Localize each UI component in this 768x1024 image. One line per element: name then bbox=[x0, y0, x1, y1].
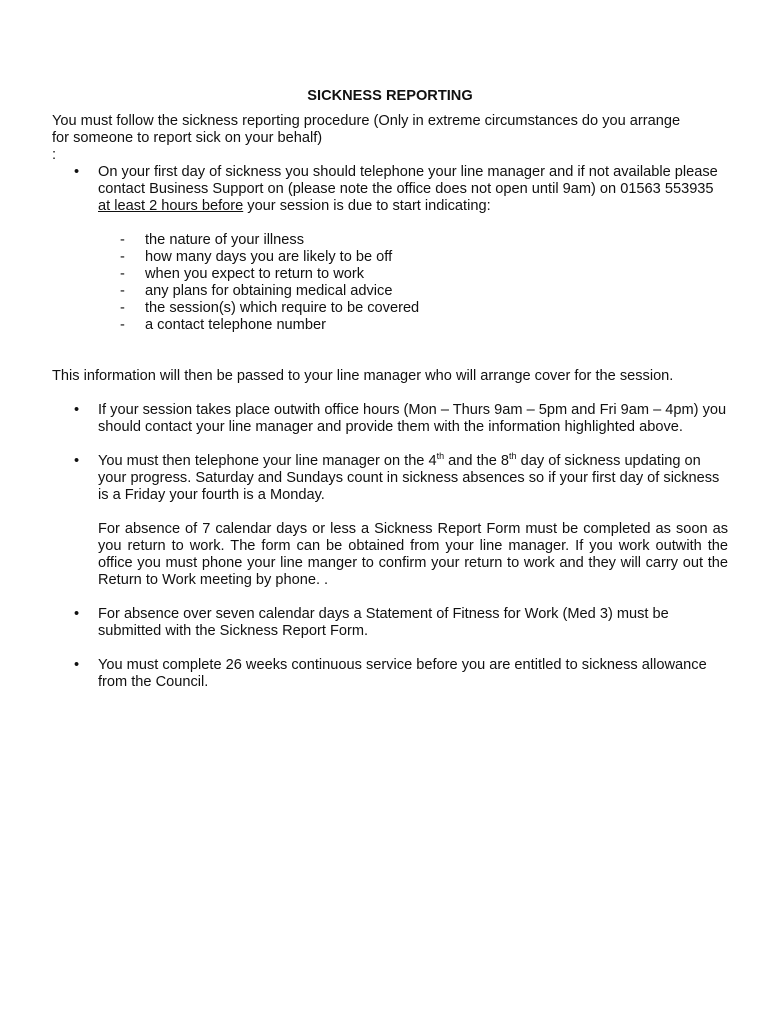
bullet-glyph: • bbox=[74, 453, 80, 469]
document-page bbox=[52, 88, 728, 691]
ordinal-suffix: th bbox=[509, 451, 517, 461]
bullet-service-requirement-text: You must complete 26 weeks continuous service before you are entitled to sickness allowance from the Council. bbox=[98, 657, 707, 690]
document-title: SICKNESS REPORTING bbox=[307, 88, 473, 104]
text-part: day of sickness updating on your progress. Saturday and Sundays count in sickness absences so if your first day of sickness is a Friday your fourth is a Monday. bbox=[98, 453, 720, 503]
text-part: and the 8 bbox=[444, 453, 510, 469]
bullet-first-day-text-end: your session is due to start indicating: bbox=[243, 198, 491, 214]
dash-glyph: - bbox=[120, 283, 125, 299]
bullet-update-progress bbox=[52, 453, 728, 589]
bullet-first-day-text bbox=[98, 164, 728, 215]
dash-glyph: - bbox=[120, 266, 125, 282]
text-part: You must then telephone your line manager on the 4 bbox=[98, 453, 437, 469]
bullet-long-absence-text: For absence over seven calendar days a Statement of Fitness for Work (Med 3) must be submitted with the Sickness Report Form. bbox=[98, 606, 669, 639]
list-item bbox=[52, 317, 728, 334]
list-item bbox=[52, 266, 728, 283]
info-paragraph: This information will then be passed to your line manager who will arrange cover for the session. bbox=[52, 368, 674, 384]
list-item bbox=[52, 300, 728, 317]
bullet-first-day-text-start: On your first day of sickness you should telephone your line manager and if not available please contact Business Support on (please note the office does not open until 9am) on 01563 553935 bbox=[98, 164, 718, 197]
bullet-long-absence bbox=[52, 606, 728, 640]
intro-colon: : bbox=[52, 147, 57, 163]
short-absence-paragraph: For absence of 7 calendar days or less a Sickness Report Form must be completed as soon as you return to work. The form can be obtained from your line manager. If you work outwith the office you must phone your line manger to confirm your return to work and they will carry out the Return to Work meeting by phone. . bbox=[98, 521, 728, 588]
list-item-text: the session(s) which require to be covered bbox=[145, 300, 420, 316]
dash-glyph: - bbox=[120, 249, 125, 265]
list-item-text: a contact telephone number bbox=[145, 317, 326, 333]
bullet-service-requirement bbox=[52, 657, 728, 691]
ordinal-suffix: th bbox=[436, 451, 445, 461]
bullet-outwith-hours bbox=[52, 402, 728, 436]
bullet-first-day bbox=[52, 164, 728, 215]
intro-line-2: for someone to report sick on your behalf) bbox=[52, 130, 323, 146]
intro-line-1: You must follow the sickness reporting procedure (Only in extreme circumstances do you arrange bbox=[52, 113, 681, 129]
dash-glyph: - bbox=[120, 300, 125, 316]
list-item bbox=[52, 232, 728, 249]
list-item-text: how many days you are likely to be off bbox=[145, 249, 393, 265]
list-item bbox=[52, 249, 728, 266]
dash-glyph: - bbox=[120, 232, 125, 248]
bullet-glyph: • bbox=[74, 402, 80, 418]
intro-paragraph bbox=[52, 113, 728, 164]
reporting-details-list bbox=[52, 232, 728, 334]
list-item-text: the nature of your illness bbox=[145, 232, 304, 248]
list-item-text: when you expect to return to work bbox=[145, 266, 365, 282]
underlined-deadline: at least 2 hours before bbox=[98, 198, 244, 214]
list-item bbox=[52, 283, 728, 300]
bullet-outwith-hours-text: If your session takes place outwith office hours (Mon – Thurs 9am – 5pm and Fri 9am – 4pm) you should contact your line manager and provide them with the information highlighted above. bbox=[98, 402, 727, 435]
bullet-glyph: • bbox=[74, 606, 80, 622]
bullet-glyph: • bbox=[74, 164, 80, 180]
list-item-text: any plans for obtaining medical advice bbox=[145, 283, 393, 299]
dash-glyph: - bbox=[120, 317, 125, 333]
bullet-update-progress-text bbox=[98, 453, 728, 504]
bullet-glyph: • bbox=[74, 657, 80, 673]
